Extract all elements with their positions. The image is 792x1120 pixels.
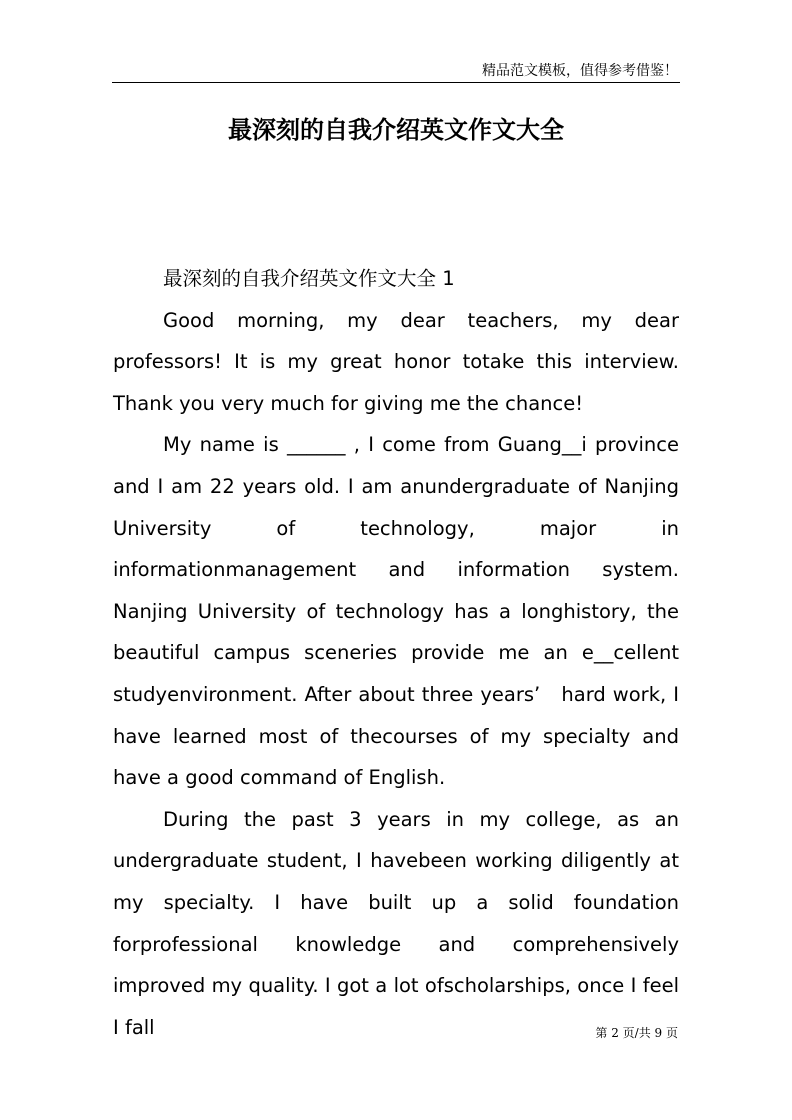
page-number-indicator: 第 2 页/共 9 页 — [595, 1026, 678, 1040]
section-heading: 最深刻的自我介绍英文作文大全 1 — [163, 267, 455, 290]
page-header-text: 精品范文模板，值得参考借鉴！ — [482, 63, 678, 79]
body-paragraph: My name is ______ , I come from Guang__i province and I am 22 years old. I am anundergraduate of Nanjing University of technology, major in informationmanagement and information system. Nanjing University of technology has a longhistory, the beautiful campus sceneries provide me an e__cellent studyenvironment. After about three years’ hard work, I have learned most of thecourses of my specialty and have a good command of English. — [113, 433, 679, 790]
header-divider — [112, 82, 680, 83]
document-title: 最深刻的自我介绍英文作文大全 — [228, 116, 564, 144]
body-paragraph: During the past 3 years in my college, as an undergraduate student, I havebeen working diligently at my specialty. I have built up a solid foundation forprofessional knowledge and comprehensively improved my quality. I got a lot ofscholarships, once I feel I fall — [113, 807, 679, 1039]
body-paragraph: Good morning, my dear teachers, my dear professors! It is my great honor totake this interview. Thank you very much for giving me the chance! — [113, 308, 679, 415]
document-body — [113, 258, 679, 1048]
